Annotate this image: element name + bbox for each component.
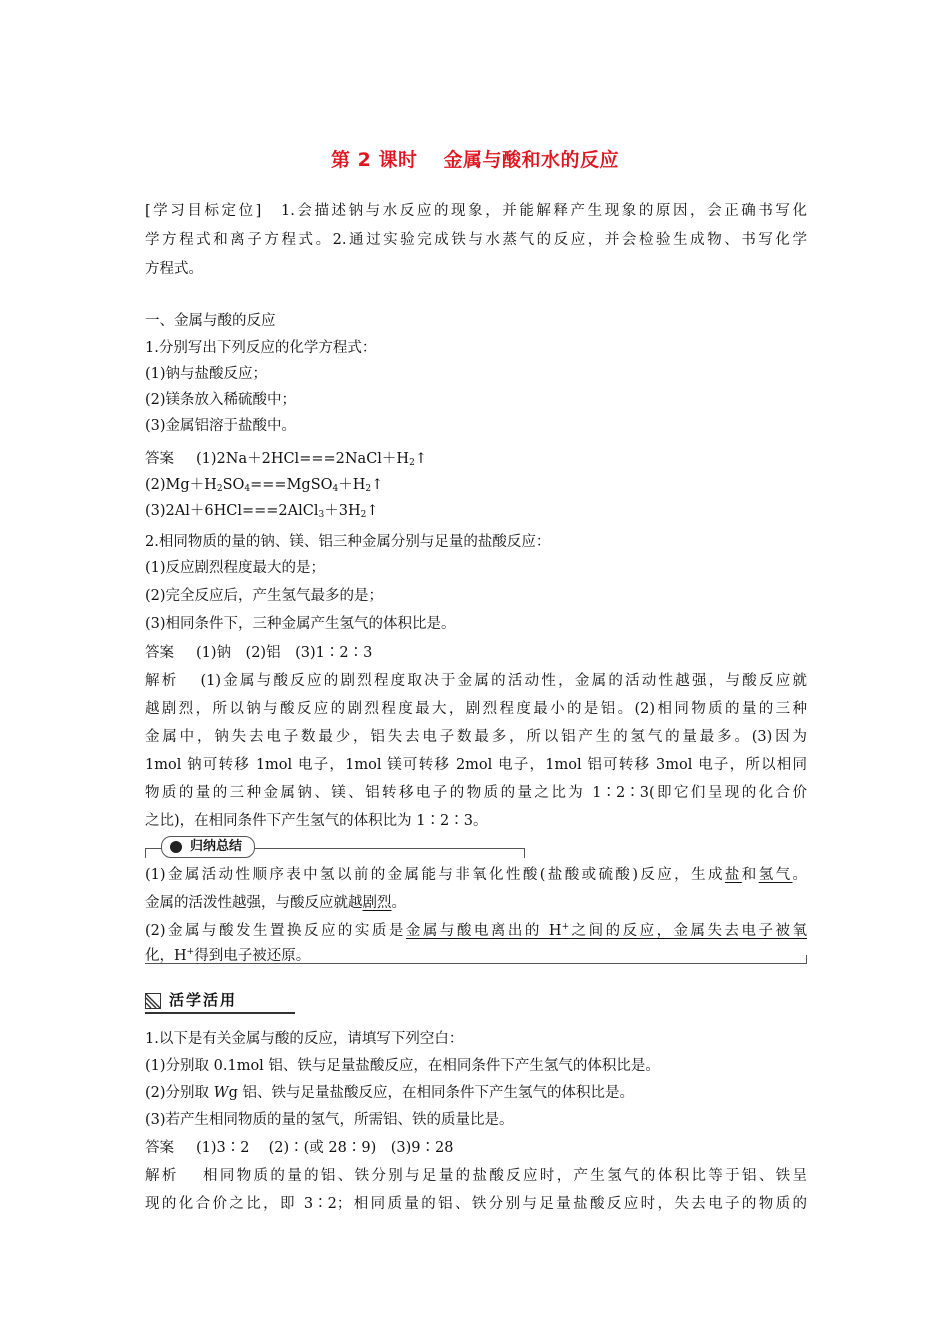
summary-line-4: 化，H+得到电子被还原。 [145,947,311,964]
objectives-line-2: 学方程式和离子方程式。2.通过实验完成铁与水蒸气的反应，并会检验生成物、书写化学 [145,232,807,248]
practice-question-1a: (1)分别取 0.1mol 铝、铁与足量盐酸反应，在相同条件下产生氢气的体积比是。 [145,1058,660,1074]
answer-1-line-2: $(2)Mg+H_2SO_4===MgSO_4+H_2↑$ [145,477,384,494]
summary-line-3: (2)金属与酸发生置换反应的实质是金属与酸电离出的 H+之间的反应，金属失去电子被氧 [145,922,807,939]
question-1b: (2)镁条放入稀硫酸中； [145,392,297,408]
summary-line-1: (1)金属活动性顺序表中氢以前的金属能与非氧化性酸(盐酸或硫酸)反应，生成盐和氢气。 [145,867,808,883]
analysis-1-line-6: 之比)，在相同条件下产生氢气的体积比为 1∶2∶3。 [145,813,488,829]
practice-label: 活学活用 [169,991,238,1009]
practice-analysis-line-2: 现的化合价之比，即 3∶2；相同质量的铝、铁分别与足量盐酸反应时，失去电子的物质的 [145,1196,807,1212]
summary-label-badge [161,836,255,858]
summary-bottom-cap [806,955,807,963]
summary-bottom-rule [145,963,807,964]
practice-header [145,990,295,1014]
practice-header-rule [145,1012,295,1014]
summary-header-right-cap [524,848,525,858]
analysis-1-line-4: 1mol 钠可转移 1mol 电子，1mol 镁可转移 2mol 电子，1mol 铝可转移 3mol 电子，所以相同 [145,757,807,773]
summary-header [145,834,525,858]
practice-analysis-line-1: 解析 相同物质的量的铝、铁分别与足量的盐酸反应时，产生氢气的体积比等于铝、铁呈 [145,1168,807,1184]
analysis-1-line-2: 越剧烈，所以钠与酸反应的剧烈程度最大，剧烈程度最小的是铝。(2)相同物质的量的三种 [145,701,807,717]
answer-2: 答案 (1)钠 (2)铝 (3)1∶2∶3 [145,645,373,661]
practice-question-1: 1.以下是有关金属与酸的反应，请填写下列空白： [145,1031,464,1047]
analysis-1-line-3: 金属中，钠失去电子数最少，铝失去电子数最多，所以铝产生的氢气的量最多。(3)因为 [145,729,807,745]
summary-header-left-cap [145,848,146,858]
question-1a: (1)钠与盐酸反应； [145,366,268,382]
practice-question-1b: (2)分别取 Wg 铝、铁与足量盐酸反应，在相同条件下产生氢气的体积比是。 [145,1085,634,1101]
answer-1-line-3: $(3)2Al+6HCl===2AlCl_3+3H_2↑$ [145,503,379,520]
question-2a: (1)反应剧烈程度最大的是； [145,560,326,576]
lesson-number: 第 2 课时 [331,149,418,171]
objectives-line-1: [学习目标定位] 1.会描述钠与水反应的现象，并能解释产生现象的原因，会正确书写化 [145,203,807,219]
answer-1-line-1: 答案 $(1)2Na+2HCl===2NaCl+H_2↑$ [145,451,427,468]
question-1c: (3)金属铝溶于盐酸中。 [145,418,297,434]
page-title [0,145,950,172]
question-2b: (2)完全反应后，产生氢气最多的是； [145,588,384,604]
section-heading: 一、金属与酸的反应 [145,313,276,329]
summary-label: 归纳总结 [190,839,243,854]
hatch-icon [145,993,161,1009]
analysis-1-line-5: 物质的量的三种金属钠、镁、铝转移电子的物质的量之比为 1∶2∶3(即它们呈现的化合价 [145,785,807,801]
practice-question-1c: (3)若产生相同物质的量的氢气，所需铝、铁的质量比是。 [145,1112,514,1128]
summary-line-2: 金属的活泼性越强，与酸反应就越剧烈。 [145,895,406,911]
summary-dot-icon [170,841,182,853]
question-1: 1.分别写出下列反应的化学方程式： [145,340,377,356]
analysis-1-line-1: 解析 (1)金属与酸反应的剧烈程度取决于金属的活动性，金属的活动性越强，与酸反应就 [145,673,807,689]
practice-answer: 答案 (1)3∶2 (2)∶(或 28∶9) (3)9∶28 [145,1140,454,1156]
lesson-title: 金属与酸和水的反应 [443,149,619,171]
question-2c: (3)相同条件下，三种金属产生氢气的体积比是。 [145,616,456,632]
question-2: 2.相同物质的量的钠、镁、铝三种金属分别与足量的盐酸反应： [145,534,551,550]
objectives-line-3: 方程式。 [145,261,203,277]
